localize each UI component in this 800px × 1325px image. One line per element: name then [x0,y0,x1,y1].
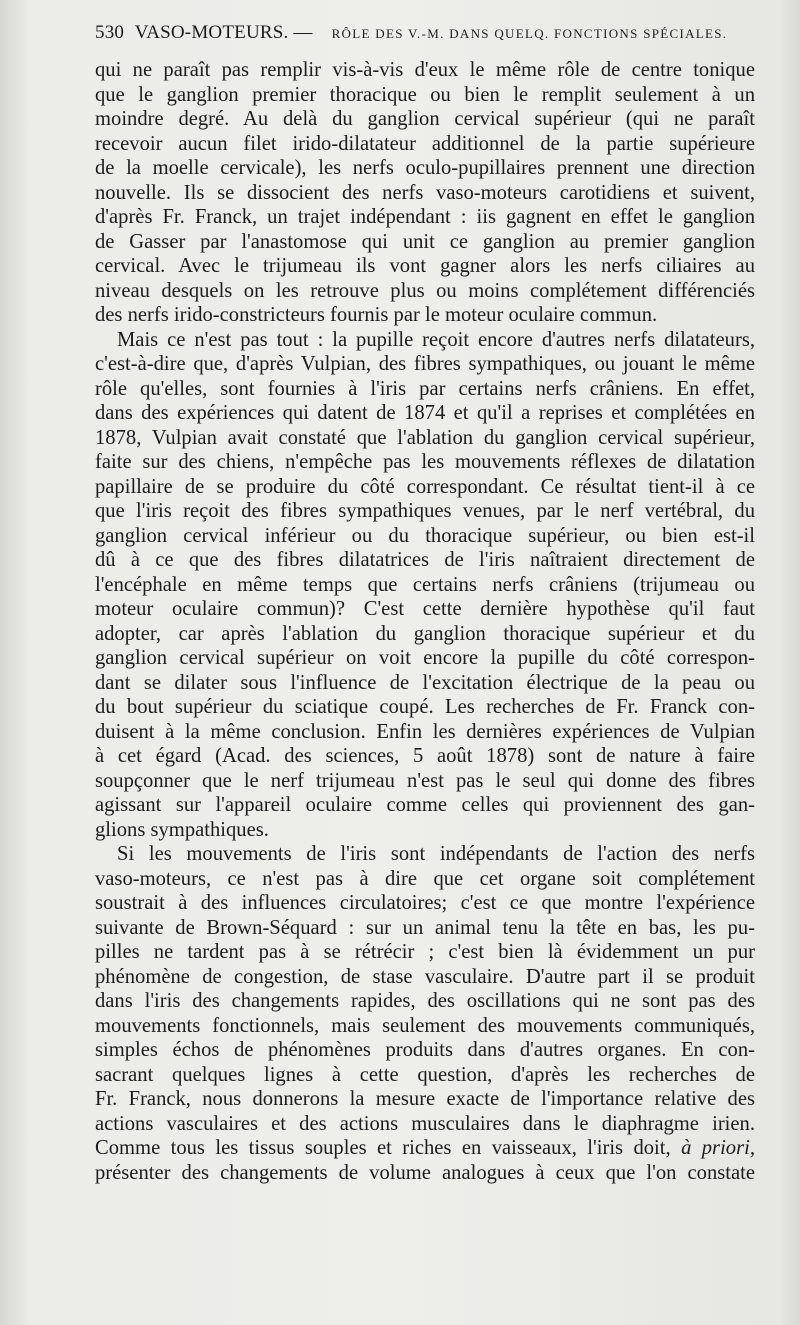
text-line: c'est-à-dire que, d'après Vulpian, des fibres sympathiques, ou jouant le même [95,353,755,375]
text-line: soupçonner que le nerf trijumeau n'est pas le seul qui donne des fibres [95,769,755,792]
text-line: agissant sur l'appareil oculaire comme celles qui proviennent des gan- [95,794,755,816]
text-line: de la moelle cervicale), les nerfs oculo-pupillaires prennent une direction [95,157,755,179]
text-line: sacrant quelques lignes à cette question, d'après les recherches de [95,1063,755,1086]
text-line: ganglion cervical supérieur on voit encore la pupille du côté correspon- [95,647,755,669]
text-line: actions vasculaires et des actions musculaires dans le diaphragme irien. [95,1112,755,1135]
text-line: que le ganglion premier thoracique ou bien le remplit seulement à un [95,83,755,106]
text-line: dû à ce que des fibres dilatatrices de l'iris naîtraient directement de [95,549,755,571]
text-line: Fr. Franck, nous donnerons la mesure exacte de l'importance relative des [95,1088,755,1110]
page-number: 530 [95,22,125,43]
text-line: niveau desquels on les retrouve plus ou moins complétement différenciés [95,279,755,302]
text-line: des nerfs irido-constricteurs fournis par le moteur oculaire commun. [95,304,658,326]
text-line: moindre degré. Au delà du ganglion cervical supérieur (qui ne paraît [95,108,755,130]
text-line: dant se dilater sous l'influence de l'excitation électrique de la peau ou [95,671,755,694]
text-line: Si les mouvements de l'iris sont indépendants de l'action des nerfs [117,843,755,865]
text-line-start: Comme tous les tissus souples et riches en vaisseaux, l'iris doit, [95,1137,671,1159]
italic-phrase: à priori, [681,1137,755,1159]
running-subtitle: RÔLE DES V.-M. DANS QUELQ. FONCTIONS SPÉCIALES. [331,26,728,41]
text-line: papillaire de se produire du côté correspondant. Ce résultat tient-il à ce [95,475,755,498]
text-line: faite sur des chiens, n'empêche pas les mouvements réflexes de dilatation [95,451,755,473]
text-line: à cet égard (Acad. des sciences, 5 août 1878) sont de nature à faire [95,745,755,767]
text-line: présenter des changements de volume analogues à ceux que l'on constate [95,1161,755,1184]
text-line: recevoir aucun filet irido-dilatateur additionnel de la partie supérieure [95,132,755,155]
text-line: dans l'iris des changements rapides, des oscillations qui ne sont pas des [95,990,755,1012]
text-line: ganglion cervical inférieur ou du thoracique supérieur, ou bien est-il [95,524,755,547]
text-line: simples échos de phénomènes produits dans d'autres organes. En con- [95,1039,755,1061]
text-line: glions sympathiques. [95,818,269,841]
text-line: d'après Fr. Franck, un trajet indépendant : iis gagnent en effet le ganglion [95,206,755,228]
text-line: cervical. Avec le trijumeau ils vont gagner alors les nerfs ciliaires au [95,255,755,277]
text-line: duisent à la même conclusion. Enfin les dernières expériences de Vulpian [95,720,755,743]
text-line: suivante de Brown-Séquard : sur un animal tenu la tête en bas, les pu- [95,916,755,939]
text-line: mouvements fonctionnels, mais seulement des mouvements communiqués, [95,1014,755,1037]
text-line: dans des expériences qui datent de 1874 et qu'il a reprises et complétées en [95,402,755,424]
running-head [95,22,775,44]
text-line: que l'iris reçoit des fibres sympathiques venues, par le nerf vertébral, du [95,500,755,522]
text-line: 1878, Vulpian avait constaté que l'ablation du ganglion cervical supérieur, [95,426,755,449]
text-line: phénomène de congestion, de stase vasculaire. D'autre part il se produit [95,965,755,988]
text-line-with-italic [95,1136,755,1161]
text-line: soustrait à des influences circulatoires; c'est ce que montre l'expérience [95,892,755,914]
text-line: adopter, car après l'ablation du ganglion thoracique supérieur et du [95,622,755,645]
text-line: nouvelle. Ils se dissocient des nerfs vaso-moteurs carotidiens et suivent, [95,181,755,204]
text-line: vaso-moteurs, ce n'est pas à dire que cet organe soit complétement [95,867,755,890]
text-line: moteur oculaire commun)? C'est cette dernière hypothèse qu'il faut [95,598,755,620]
text-line: du bout supérieur du sciatique coupé. Les recherches de Fr. Franck con- [95,696,755,718]
text-line: de Gasser par l'anastomose qui unit ce ganglion au premier ganglion [95,230,755,253]
body-text [95,58,755,1185]
running-title: VASO-MOTEURS. — [134,22,313,43]
text-line: rôle qu'elles, sont fournies à l'iris par certains nerfs crâniens. En effet, [95,377,755,400]
text-line: Mais ce n'est pas tout : la pupille reçoit encore d'autres nerfs dilatateurs, [117,328,755,351]
text-line: l'encéphale en même temps que certains nerfs crâniens (trijumeau ou [95,573,755,596]
text-line: qui ne paraît pas remplir vis-à-vis d'eux le même rôle de centre tonique [95,59,755,81]
text-line: pilles ne tardent pas à se rétrécir ; c'est bien là évidemment un pur [95,941,755,963]
